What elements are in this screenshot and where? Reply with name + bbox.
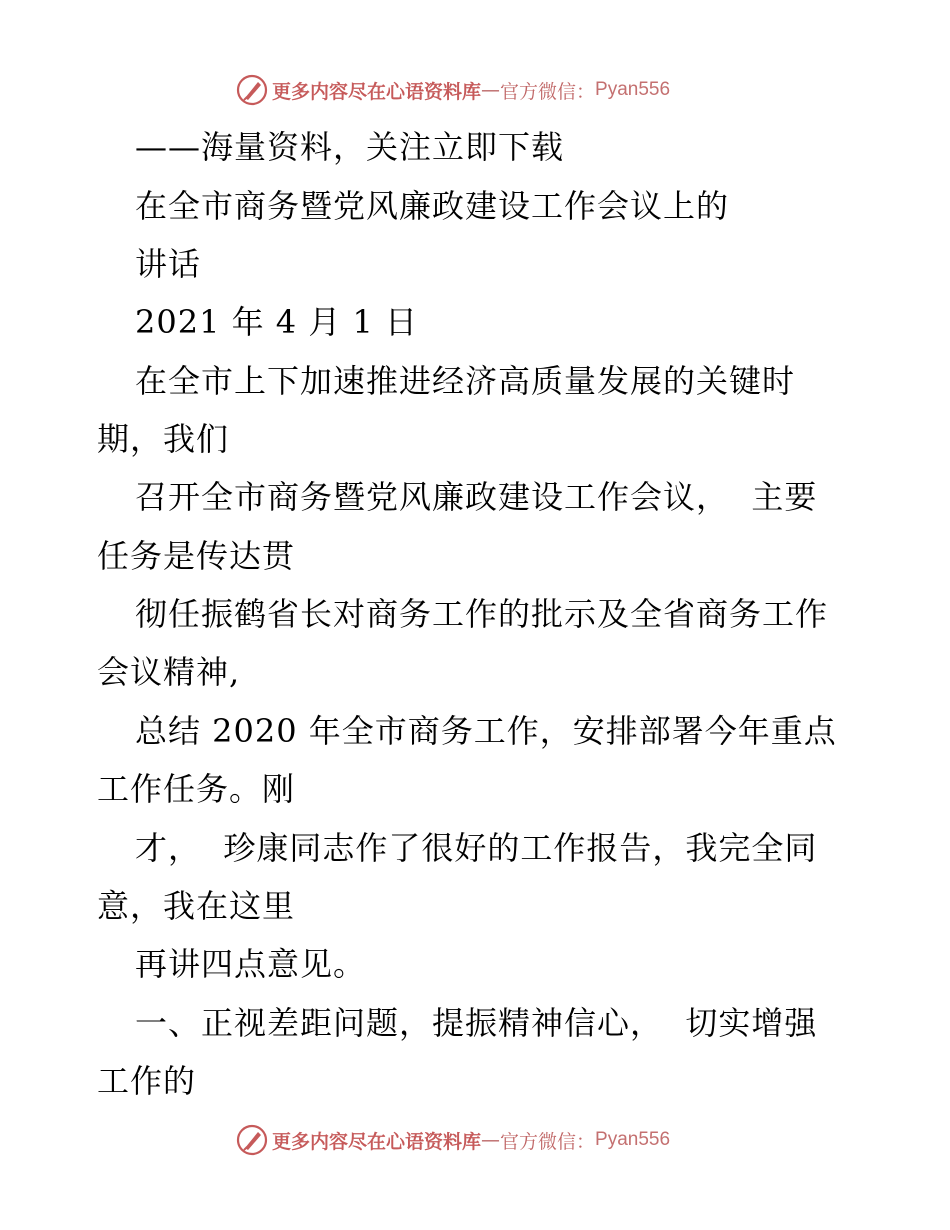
watermark-account: Pyan556: [595, 1129, 671, 1150]
paragraph-line: 召开全市商务暨党风廉政建设工作会议， 主要: [135, 478, 818, 516]
paragraph-line: 才， 珍康同志作了很好的工作报告，我完全同: [135, 829, 818, 867]
paragraph-line: 任务是传达贯: [97, 537, 296, 575]
quill-pen-icon: [236, 1124, 268, 1156]
paragraph-line: 总结 2020 年全市商务工作，安排部署今年重点: [135, 712, 837, 750]
section-heading-continued: 工作的: [97, 1062, 197, 1100]
watermark-account: Pyan556: [595, 79, 671, 100]
paragraph-line: 会议精神,: [97, 653, 241, 691]
paragraph-line: 意，我在这里: [97, 887, 296, 925]
paragraph-line: 在全市上下加速推进经济高质量发展的关键时: [135, 362, 796, 400]
paragraph-line: 再讲四点意见。: [135, 945, 367, 983]
document-date: 2021 年 4 月 1 日: [135, 303, 419, 341]
watermark-brand: 更多内容尽在心语资料库: [272, 1130, 482, 1153]
text-line-slogan: ——海量资料，关注立即下载: [135, 128, 565, 166]
watermark-wechat-label: 官方微信：: [500, 80, 596, 103]
watermark-banner-bottom: [236, 1123, 756, 1157]
watermark-wechat-label: 官方微信：: [500, 1130, 596, 1153]
paragraph-line: 彻任振鹤省长对商务工作的批示及全省商务工作: [135, 595, 829, 633]
paragraph-line: 期，我们: [97, 420, 230, 458]
paragraph-line: 工作任务。刚: [97, 770, 296, 808]
watermark-brand: 更多内容尽在心语资料库: [272, 80, 482, 103]
watermark-dash: —: [481, 1129, 501, 1151]
section-heading: 一、正视差距问题，提振精神信心， 切实增强: [135, 1004, 818, 1042]
document-title: 在全市商务暨党风廉政建设工作会议上的: [135, 187, 730, 225]
quill-pen-icon: [236, 74, 268, 106]
watermark-banner-top: [236, 73, 756, 107]
document-title-continued: 讲话: [135, 245, 202, 283]
watermark-dash: —: [481, 79, 501, 101]
